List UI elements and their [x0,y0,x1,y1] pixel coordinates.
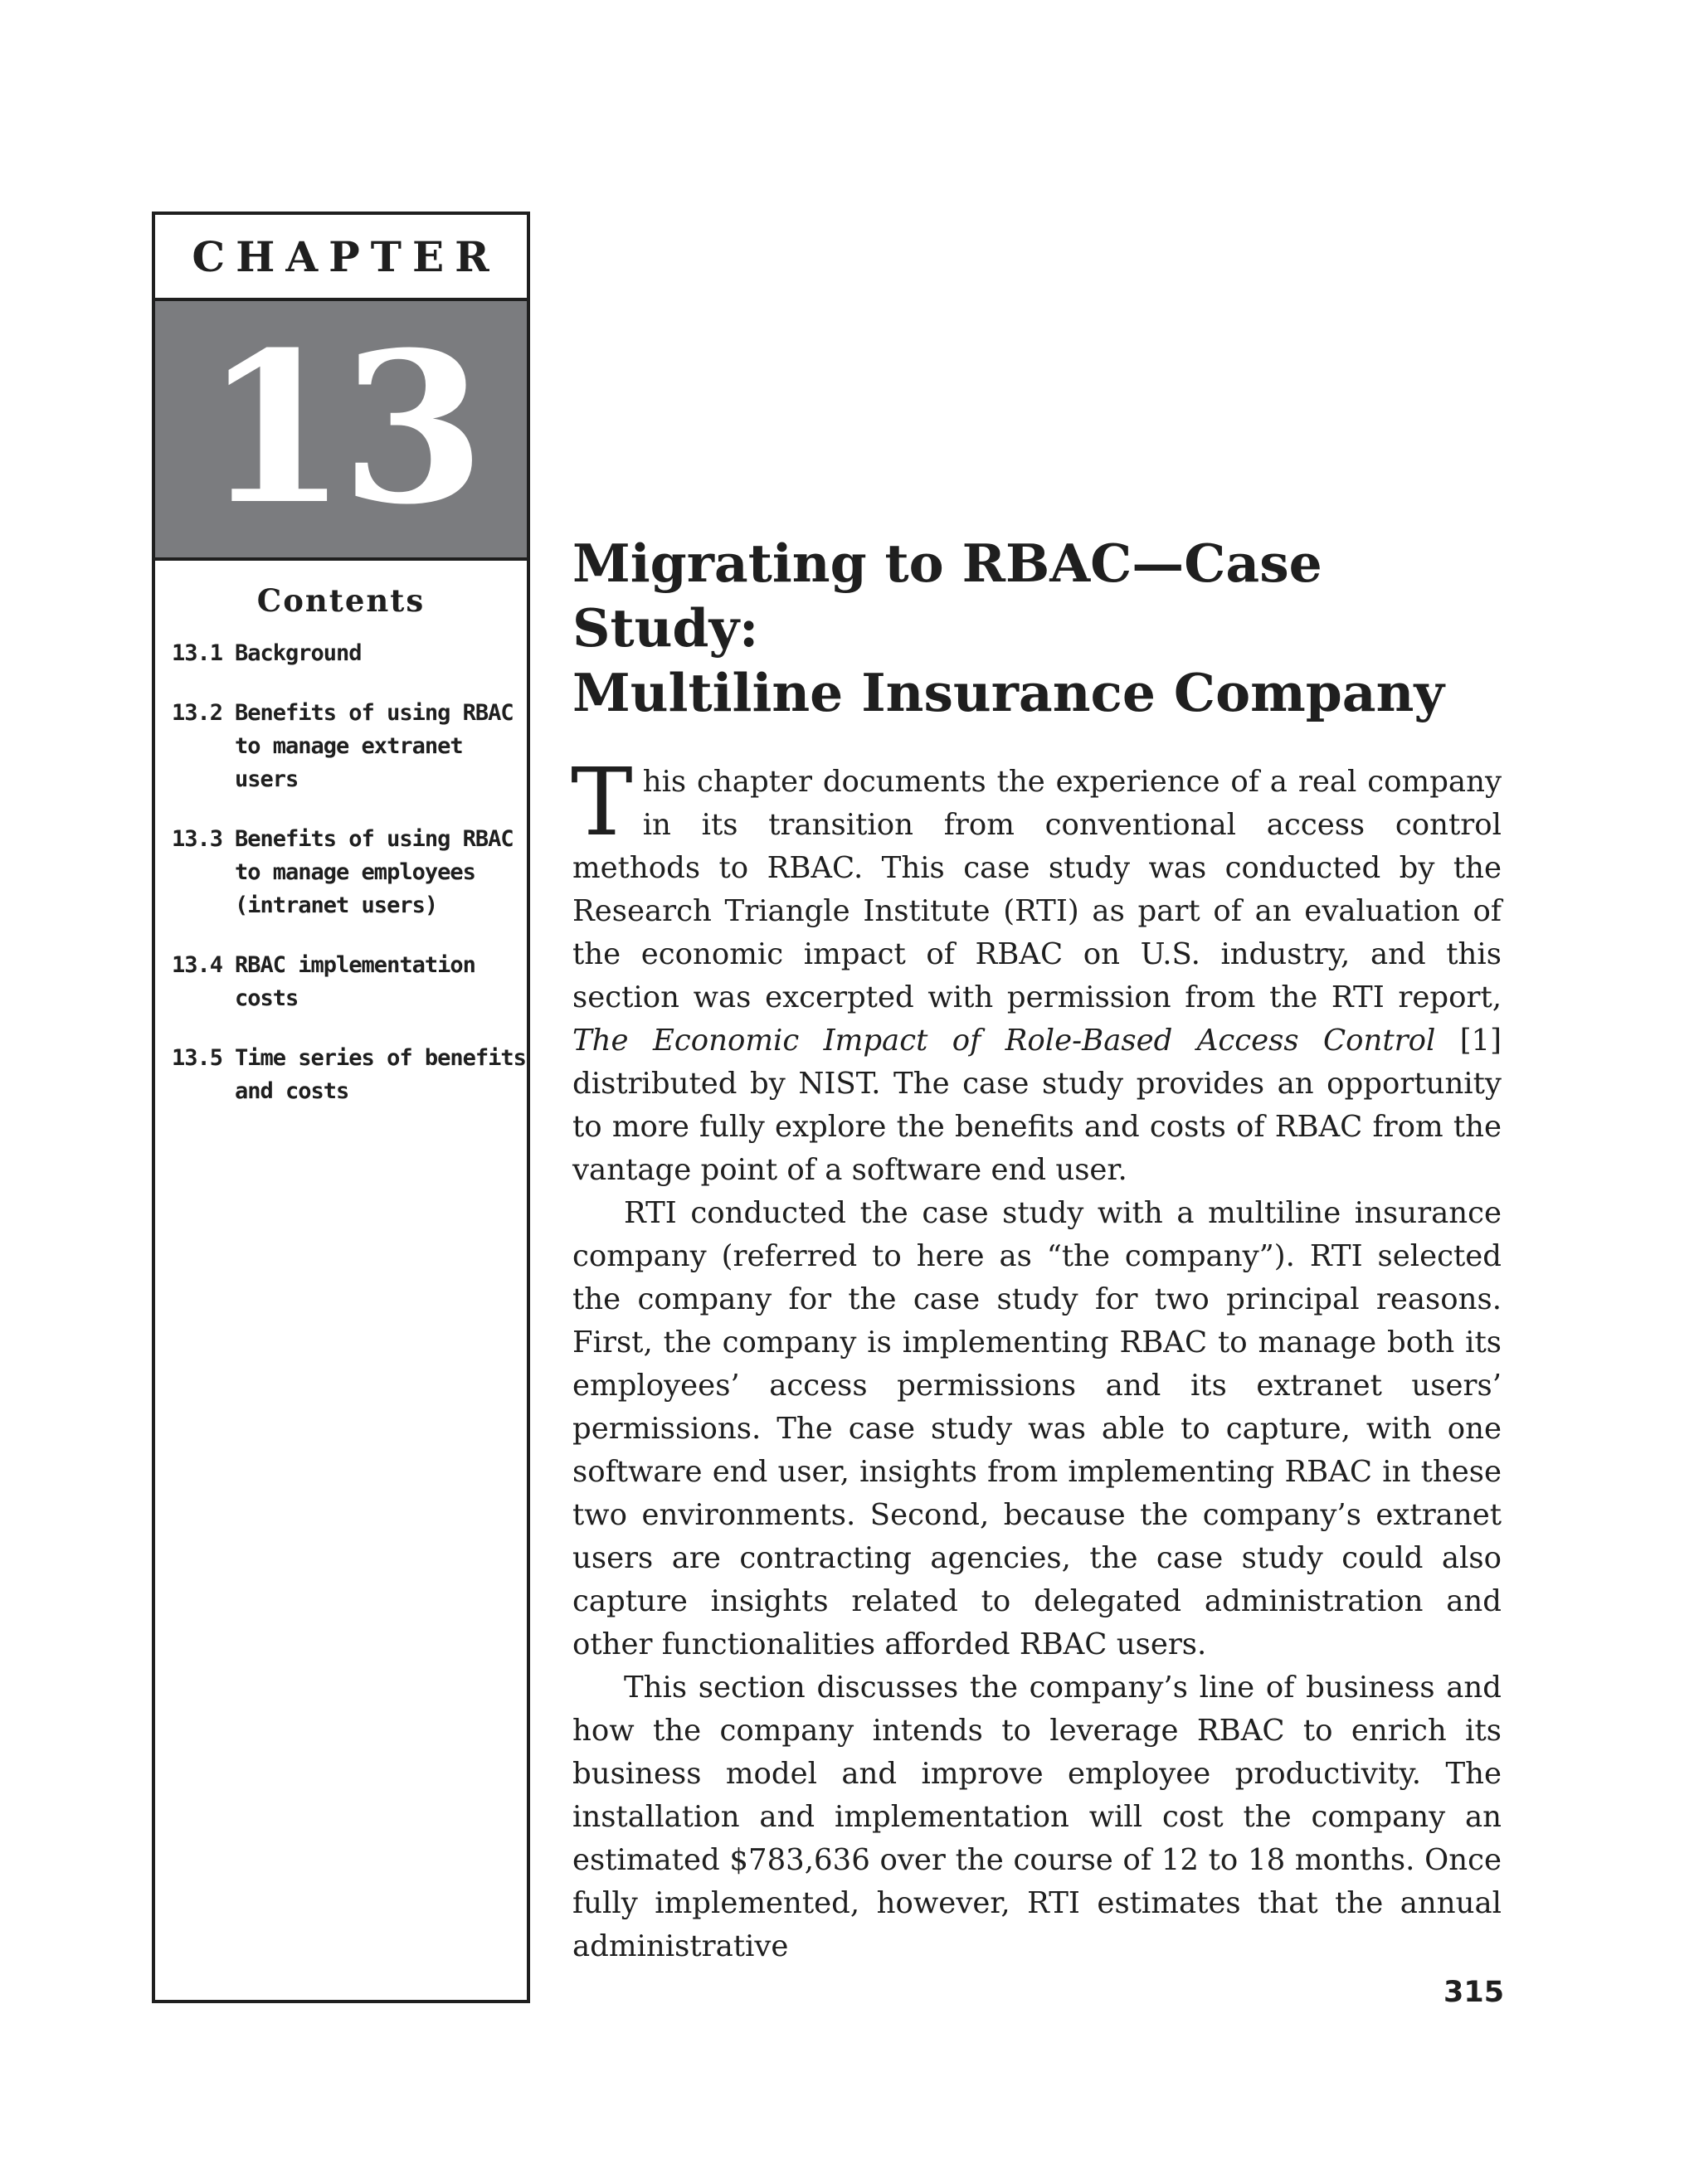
toc-item-number: 13.4 [172,952,223,978]
toc-item[interactable] [172,1042,527,1108]
toc-item[interactable] [172,823,527,922]
toc-item-title: Benefits of using RBAC to manage extranet users [235,700,514,792]
paragraph-text: [1] distributed by NIST. The case study provides an opportunity to more fully explore the benefits and costs of RBAC from the vantage point of a software end user. [572,1024,1502,1187]
paragraph: This section discusses the company’s line of business and how the company intends to leverage RBAC to enrich its business model and improve employee productivity. The installation and implementation will cost the company an estimated $783,636 over the course of 12 to 18 months. Once fully implemented, however, RTI estimates that the annual administrative [572,1671,1502,1963]
table-of-contents [155,637,527,1108]
toc-item[interactable] [172,637,527,670]
toc-item-title: Background [235,640,362,666]
chapter-number: 13 [155,301,527,561]
toc-item-number: 13.5 [172,1045,223,1071]
paragraph: RTI conducted the case study with a multiline insurance company (referred to here as “the company”). RTI selected the company for the case study for two principal reasons. First, the company is implementing RBAC to manage both its employees’ access permissions and its extranet users’ permissions. The case study was able to capture, with one software end user, insights from implementing RBAC in these two environments. Second, because the company’s extranet users are contracting agencies, the case study could also capture insights related to delegated administration and other functionalities afforded RBAC users. [572,1196,1502,1661]
body-text [571,749,1502,1968]
toc-item[interactable] [172,949,527,1015]
toc-item-title: Time series of benefits and costs [235,1045,526,1104]
toc-item-title: RBAC implementation costs [235,952,475,1011]
toc-item[interactable] [172,697,527,796]
chapter-title: Migrating to RBAC—Case Study: Multiline Insurance Company [572,533,1445,723]
toc-item-number: 13.2 [172,700,223,726]
chapter-sidebar [152,212,530,2003]
drop-cap: T [571,749,633,857]
toc-item-title: Benefits of using RBAC to manage employees (intranet users) [235,826,514,918]
toc-item-number: 13.3 [172,826,223,852]
chapter-label: CHAPTER [155,215,527,301]
paragraph-intro [571,749,1502,1192]
contents-title: Contents [256,582,426,619]
paragraph-text: his chapter documents the experience of a real company in its transition from conventional access control methods to RBAC. This case study was conducted by the Research Triangle Institute (RTI) as part of an evaluation of the economic impact of RBAC on U.S. industry, and this section was excerpted with permission from the RTI report, [572,765,1502,1014]
page-number: 315 [1443,1976,1505,2009]
toc-item-number: 13.1 [172,640,223,666]
report-title: The Economic Impact of Role-Based Access Control [572,1024,1436,1058]
